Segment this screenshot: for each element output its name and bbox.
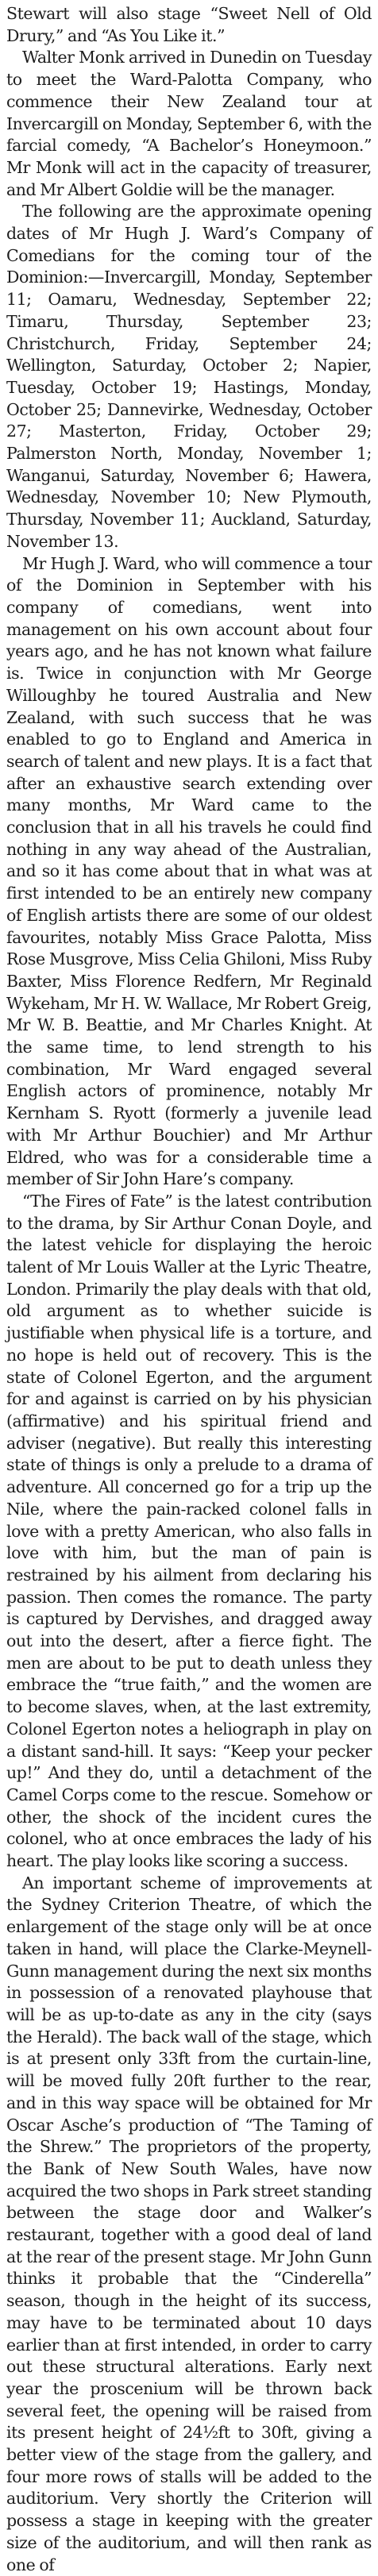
article-paragraph-tour-dates: The following are the approximate opening dates of Mr Hugh J. Ward’s Company of Comedians for the coming tour of the Dominion:—Invercargill, Monday, September 11; Oamaru, Wednesday, September 22; Timaru, Thursday, September 23; Christchurch, Friday, September 24; Wellington, Saturday, October 2; Napier, Tuesday, October 19; Hastings, Monday, October 25; Dannevirke, Wednesday, October 27; Masterton, Friday, October 29; Palmerston North, Monday, November 1; Wanganui, Saturday, November 6; Hawera, Wednesday, November 10; New Plymouth, Thursday, November 11; Auckland, Saturday, November 13.	[6, 202, 372, 551]
article-paragraph-criterion-theatre: An important scheme of improvements at the Sydney Criterion Theatre, of which the enlargement of the stage only will be at once taken in hand, will place the Clarke-Meynell-Gunn management during the next six months in possession of a renovated playhouse that will be as up-to-date as any in the city (says the Herald). The back wall of the stage, which is at present only 33ft from the curtain-line, will be moved fully 20ft further to the rear, and in this way space will be obtained for Mr Oscar Asche’s production of “The Taming of the Shrew.” The proprietors of the property, the Bank of New South Wales, have now acquired the two shops in Park street standing between the stage door and Walker’s restaurant, together with a good deal of land at the rear of the present stage. Mr John Gunn thinks it probable that the “Cinderella” season, though in the height of its success, may have to be terminated about 10 days earlier than at first intended, in order to carry out these structural alterations. Early next year the proscenium will be thrown back several feet, the opening will be raised from its present height of 24½ft to 30ft, giving a better view of the stage from the gallery, and four more rows of stalls will be added to the auditorium. Very shortly the Criterion will possess a stage in keeping with the greater size of the auditorium, and will then rank as one of	[6, 1873, 372, 2574]
article-paragraph-nell-gwynne: Stewart will also stage “Sweet Nell of Old Drury,” and “As You Like it.”	[6, 4, 372, 45]
article-paragraph-hugh-ward: Mr Hugh J. Ward, who will commence a tour of the Dominion in September with his company of comedians, went into management on his own account about four years ago, and he has not known what failure is. Twice in conjunction with Mr George Willoughby he toured Australia and New Zealand, with such success that he was enabled to go to England and America in search of talent and new plays. It is a fact that after an exhaustive search extending over many months, Mr Ward came to the conclusion that in all his travels he could find nothing in any way ahead of the Australian, and so it has come about that in what was at first intended to be an entirely new company of English artists there are some of our oldest favourites, notably Miss Grace Palotta, Miss Rose Musgrove, Miss Celia Ghiloni, Miss Ruby Baxter, Miss Florence Redfern, Mr Reginald Wykeham, Mr H. W. Wallace, Mr Robert Greig, Mr W. B. Beattie, and Mr Charles Knight. At the same time, to lend strength to his combination, Mr Ward engaged several English actors of prominence, notably Mr Kernham S. Ryott (formerly a juvenile lead with Mr Arthur Bouchier) and Mr Arthur Eldred, who was for a considerable time a member of Sir John Hare’s company.	[6, 553, 372, 1189]
article-paragraph-walter-monk: Walter Monk arrived in Dunedin on Tuesday to meet the Ward-Palotta Company, who commence their New Zealand tour at Invercargill on Monday, September 6, with the farcial comedy, “A Bachelor’s Honeymoon.” Mr Monk will act in the capacity of treasurer, and Mr Albert Goldie will be the manager.	[6, 48, 372, 199]
article-paragraph-fires-of-fate: “The Fires of Fate” is the latest contribution to the drama, by Sir Arthur Conan Doyle, and the latest vehicle for displaying the heroic talent of Mr Louis Waller at the Lyric Theatre, London. Primarily the play deals with that old, old argument as to whether suicide is justifiable when physical life is a torture, and no hope is held out of recovery. This is the state of Colonel Egerton, and the argument for and against is carried on by his physician (affirmative) and his spiritual friend and adviser (negative). But really this interesting state of things is only a prelude to a drama of adventure. All concerned go for a trip up the Nile, where the pain-racked colonel falls in love with a pretty American, who also falls in love with him, but the man of pain is restrained by his ailment from declaring his passion. Then comes the romance. The party is captured by Dervishes, and dragged away out into the desert, after a fierce fight. The men are about to be put to death unless they embrace the “true faith,” and the women are to become slaves, when, at the last extremity, Colonel Egerton notes a heliograph in play on a distant sand-hill. It says: “Keep your pecker up!” And they do, until a detachment of the Camel Corps come to the rescue. Somehow or other, the shock of the incident cures the colonel, who at once embraces the lady of his heart. The play looks like scoring a success.	[6, 1191, 372, 1871]
